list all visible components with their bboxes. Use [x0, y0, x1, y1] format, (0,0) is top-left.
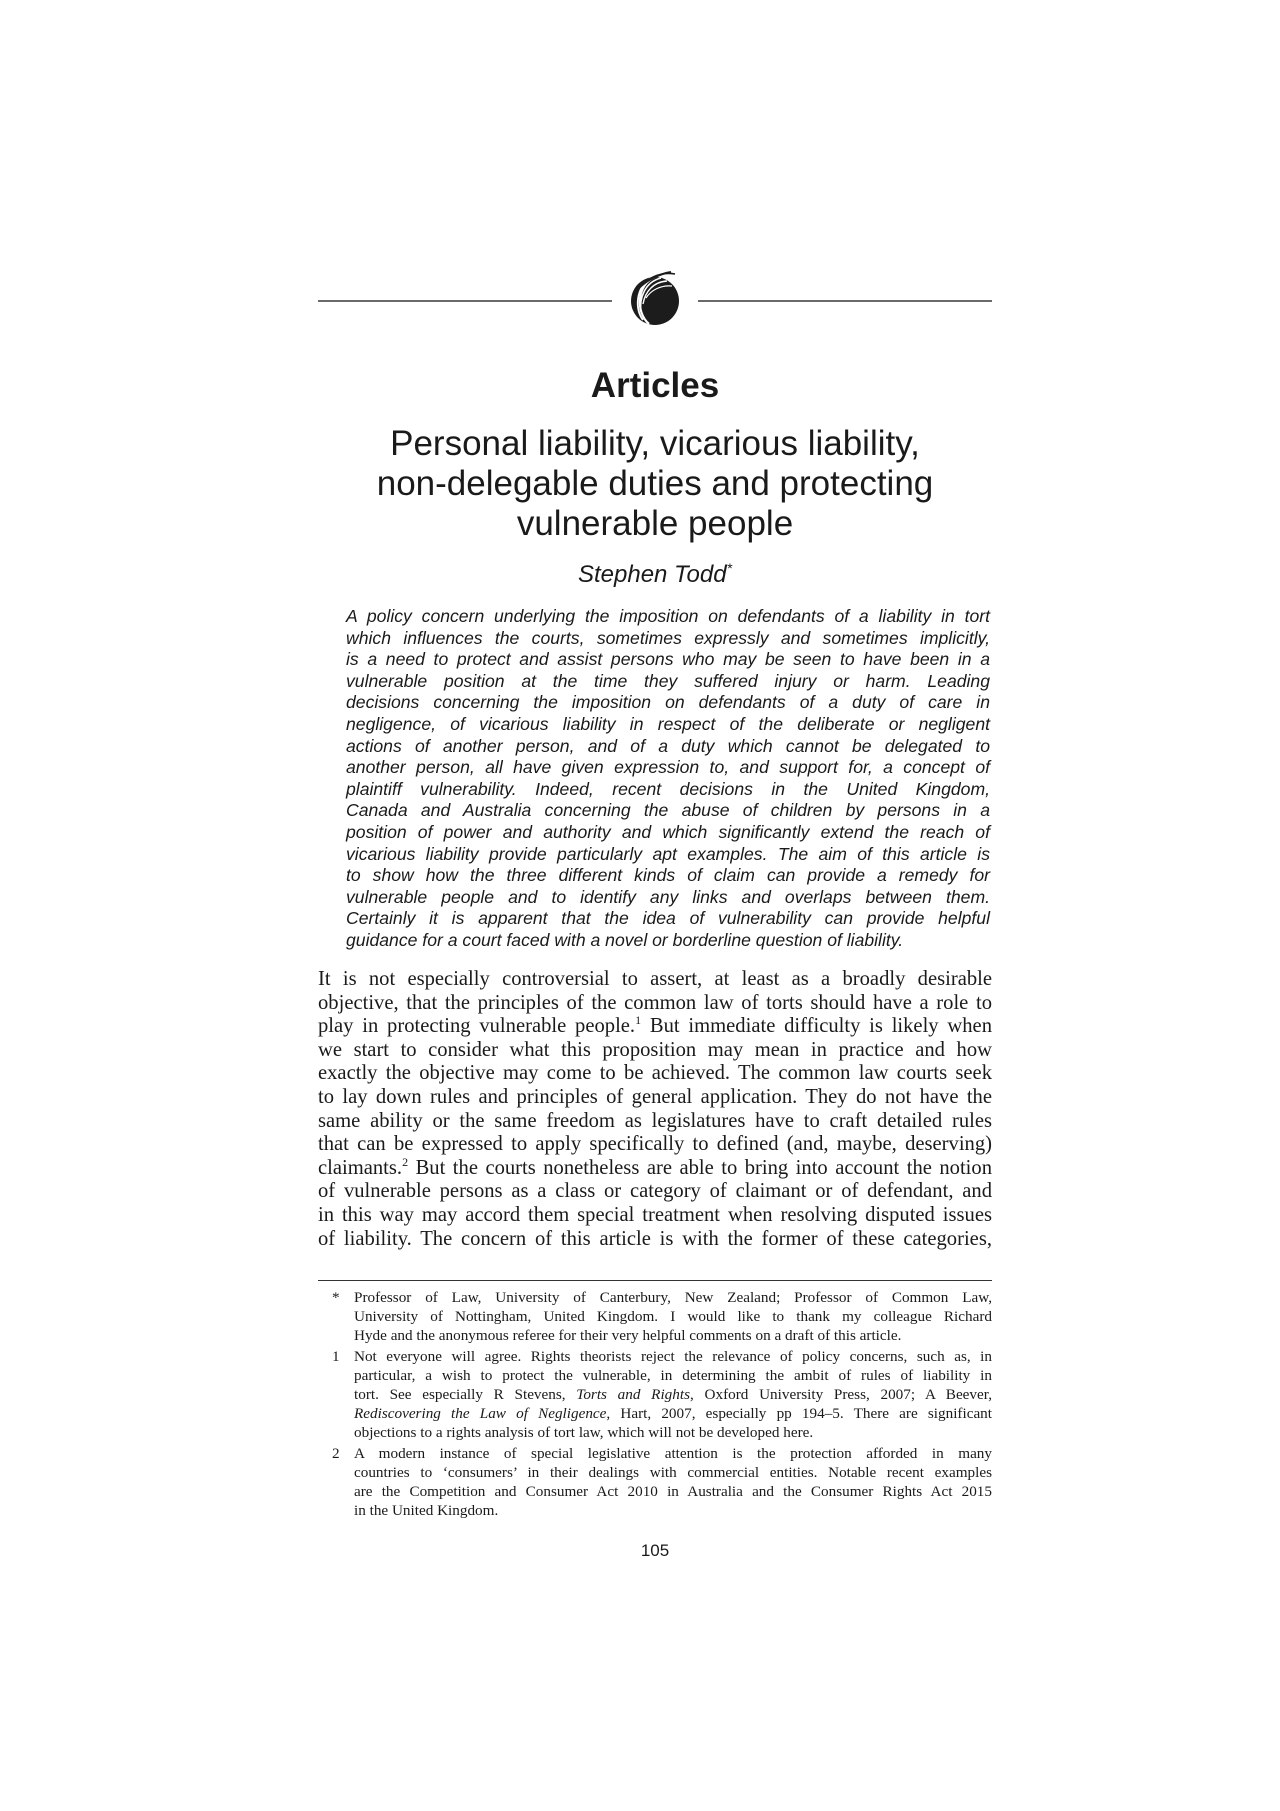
- abstract-line: to show how the three different kinds of claim can provide a remedy for: [346, 865, 990, 886]
- publisher-globe-logo-icon: [627, 268, 683, 330]
- footnote-line: University of Nottingham, United Kingdom. I would like to thank my colleague Richard: [354, 1308, 992, 1326]
- header-ornament: [318, 268, 992, 332]
- body-line-text: play in protecting vulnerable people.: [318, 1015, 636, 1038]
- body-line: of vulnerable persons as a class or category of claimant or of defendant, and: [318, 1180, 992, 1203]
- article-title-line: non-delegable duties and protecting: [376, 464, 934, 503]
- footnote-ref-2[interactable]: 2: [402, 1154, 409, 1169]
- footnote-line: countries to ‘consumers’ in their dealings with commercial entities. Notable recent examples: [354, 1463, 992, 1481]
- author-byline: [318, 560, 992, 590]
- footnote-1: [318, 1347, 992, 1443]
- body-line: [318, 1015, 992, 1039]
- body-line: in this way may accord them special treatment when resolving disputed issues: [318, 1203, 992, 1226]
- abstract-line: vulnerable people and to identify any links and overlaps between them.: [346, 886, 990, 907]
- body-line: objective, that the principles of the common law of torts should have a role to: [318, 991, 992, 1014]
- footnote-author: [318, 1288, 992, 1346]
- footnote-line: A modern instance of special legislative attention is the protection afforded in many: [354, 1444, 992, 1462]
- abstract-line: negligence, of vicarious liability in respect of the deliberate or negligent: [346, 713, 990, 734]
- footnote-line: Professor of Law, University of Canterbury, New Zealand; Professor of Common Law,: [354, 1289, 992, 1306]
- footnote-mark: 1: [332, 1347, 340, 1365]
- footnote-divider: [318, 1280, 992, 1281]
- footnote-text: , Hart, 2007, especially pp 194–5. There are significant: [606, 1405, 992, 1423]
- body-line: we start to consider what this proposition may mean in practice and how: [318, 1038, 992, 1061]
- article-title-line: Personal liability, vicarious liability,: [390, 424, 920, 463]
- body-line: same ability or the same freedom as legislatures have to craft detailed rules: [318, 1109, 992, 1132]
- abstract-line: Canada and Australia concerning the abuse of children by persons in a: [346, 800, 990, 821]
- body-line: of liability. The concern of this article is with the former of these categories,: [318, 1227, 992, 1250]
- abstract-line: guidance for a court faced with a novel or borderline question of liability.: [346, 929, 904, 950]
- abstract-line: A policy concern underlying the imposition on defendants of a liability in tort: [346, 606, 990, 626]
- author-footnote-mark: *: [726, 560, 733, 576]
- cited-work-title: Torts and Rights: [576, 1386, 690, 1404]
- body-line-text: But the courts nonetheless are able to bring into account the notion: [408, 1156, 992, 1179]
- body-line: that can be expressed to apply specifically to defined (and, maybe, deserving): [318, 1133, 992, 1156]
- footnote-line: Not everyone will agree. Rights theorists reject the relevance of policy concerns, such as, in: [354, 1347, 992, 1365]
- body-line: to lay down rules and principles of general application. They do not have the: [318, 1085, 992, 1108]
- article-title: [318, 424, 992, 544]
- footnote-text: tort. See especially R Stevens,: [354, 1386, 577, 1404]
- footnote-line: in the United Kingdom.: [354, 1502, 499, 1520]
- article-title-line: vulnerable people: [516, 504, 794, 543]
- footnote-text: , Oxford University Press, 2007; A Beever,: [690, 1386, 993, 1404]
- page-number: 105: [640, 1541, 670, 1560]
- abstract-line: another person, all have given expression to, and support for, a concept of: [346, 757, 990, 778]
- footnote-line: [354, 1385, 992, 1404]
- abstract-line: decisions concerning the imposition on defendants of a duty of care in: [346, 692, 990, 713]
- footnote-line: particular, a wish to protect the vulnerable, in determining the ambit of rules of liability in: [354, 1366, 992, 1384]
- body-line-text: claimants.: [318, 1156, 403, 1179]
- abstract-line: vulnerable position at the time they suffered injury or harm. Leading: [346, 670, 990, 691]
- section-title: Articles: [590, 366, 720, 405]
- footnote-mark: 2: [332, 1444, 340, 1462]
- abstract-line: Certainly it is apparent that the idea of vulnerability can provide helpful: [346, 908, 990, 929]
- footnote-line: Hyde and the anonymous referee for their very helpful comments on a draft of this article.: [354, 1327, 902, 1345]
- ornament-rule-right: [698, 300, 992, 302]
- ornament-rule-left: [318, 300, 612, 302]
- footnote-line: [354, 1404, 992, 1423]
- footnote-2: [318, 1444, 992, 1521]
- abstract-line: which influences the courts, sometimes expressly and sometimes implicitly,: [346, 627, 990, 648]
- body-line: exactly the objective may come to be achieved. The common law courts seek: [318, 1062, 992, 1085]
- abstract-line: plaintiff vulnerability. Indeed, recent decisions in the United Kingdom,: [346, 778, 990, 799]
- body-paragraph: [318, 968, 992, 1251]
- footnote-mark: *: [332, 1289, 340, 1306]
- body-line-text: But immediate difficulty is likely when: [641, 1015, 992, 1038]
- abstract-line: is a need to protect and assist persons who may be seen to have been in a: [346, 649, 990, 670]
- author-name: Stephen Todd: [577, 561, 727, 588]
- abstract-line: vicarious liability provide particularly apt examples. The aim of this article is: [346, 843, 990, 864]
- abstract-line: actions of another person, and of a duty which cannot be delegated to: [346, 735, 990, 756]
- footnote-line: objections to a rights analysis of tort law, which will not be developed here.: [354, 1424, 814, 1442]
- abstract-line: position of power and authority and which significantly extend the reach of: [346, 821, 990, 842]
- cited-work-title: Rediscovering the Law of Negligence: [354, 1405, 607, 1423]
- footnote-ref-1[interactable]: 1: [635, 1013, 642, 1028]
- abstract: [346, 606, 990, 952]
- body-line: [318, 1154, 992, 1181]
- footnote-line: are the Competition and Consumer Act 2010 in Australia and the Consumer Rights Act 2015: [354, 1483, 992, 1501]
- body-line: It is not especially controversial to assert, at least as a broadly desirable: [318, 968, 992, 990]
- footnotes: [318, 1288, 992, 1521]
